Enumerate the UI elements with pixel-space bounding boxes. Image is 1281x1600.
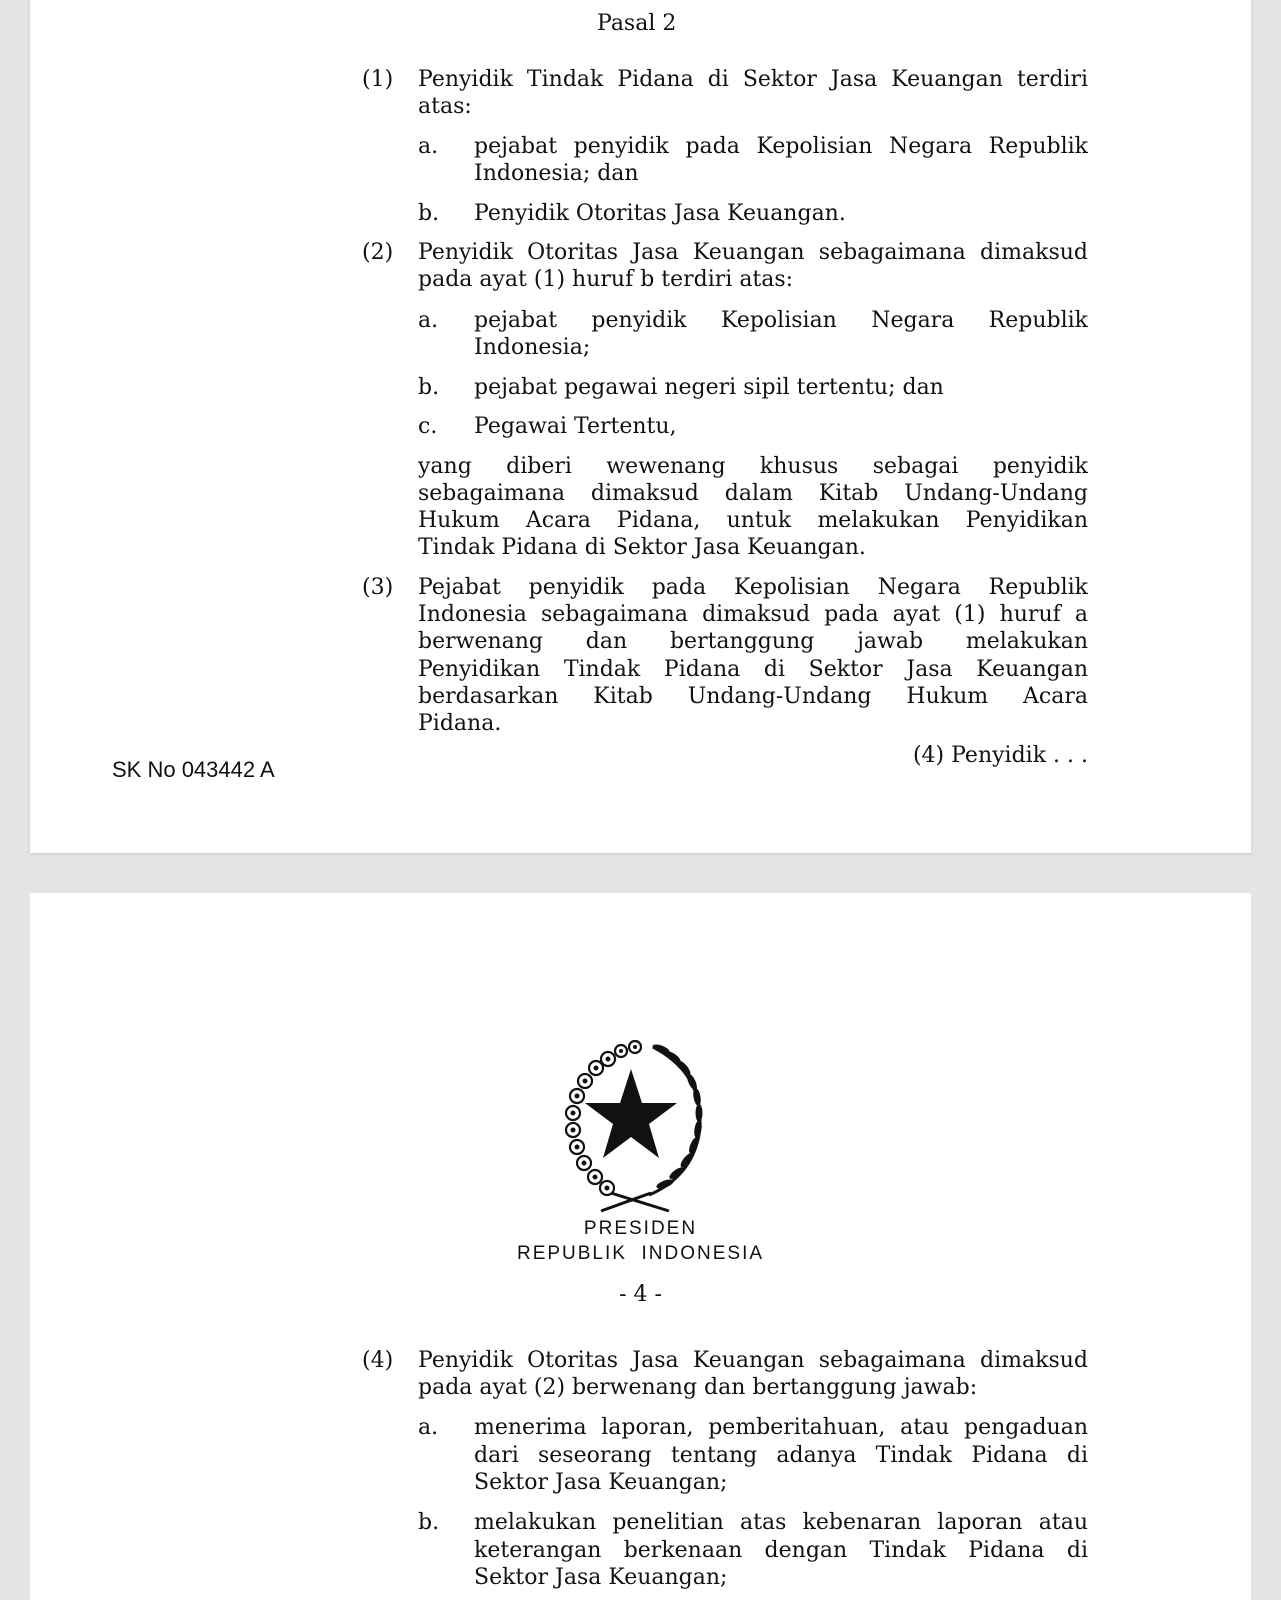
paragraph-number: (3) <box>362 575 394 600</box>
paragraph-text: Penyidik Otoritas Jasa Keuangan sebagaimana dimaksud <box>418 240 1088 265</box>
item-label: a. <box>418 134 439 159</box>
paragraph-text: atas: <box>418 94 472 119</box>
item-label: b. <box>418 375 440 400</box>
item-text: Indonesia; <box>474 335 591 360</box>
presidential-seal-icon <box>551 1035 715 1213</box>
paragraph-number: (2) <box>362 240 394 265</box>
item-text: pejabat pegawai negeri sipil tertentu; dan <box>474 375 944 400</box>
paragraph-text: Pejabat penyidik pada Kepolisian Negara Republik <box>418 575 1088 600</box>
paragraph-text: Tindak Pidana di Sektor Jasa Keuangan. <box>418 535 866 560</box>
document-page-2 <box>30 893 1251 1600</box>
item-text: Sektor Jasa Keuangan; <box>474 1470 728 1495</box>
item-text: dari seseorang tentang adanya Tindak Pidana di <box>474 1443 1088 1468</box>
paragraph-text: Penyidik Otoritas Jasa Keuangan sebagaimana dimaksud <box>418 1348 1088 1373</box>
paragraph-number: (1) <box>362 67 394 92</box>
item-label: b. <box>418 1510 440 1535</box>
paragraph-text: Hukum Acara Pidana, untuk melakukan Penyidikan <box>418 508 1088 533</box>
paragraph-text: yang diberi wewenang khusus sebagai penyidik <box>418 454 1088 479</box>
item-text: Pegawai Tertentu, <box>474 414 677 439</box>
continuation-marker: (4) Penyidik . . . <box>912 743 1088 768</box>
item-text: pejabat penyidik Kepolisian Negara Republik <box>474 308 1088 333</box>
item-text: melakukan penelitian atas kebenaran laporan atau <box>474 1510 1088 1535</box>
paragraph-number: (4) <box>362 1348 394 1373</box>
header-republic: REPUBLIK INDONESIA <box>516 1243 765 1264</box>
paragraph-text: Penyidik Tindak Pidana di Sektor Jasa Keuangan terdiri <box>418 67 1088 92</box>
paragraph-text: pada ayat (2) berwenang dan bertanggung jawab: <box>418 1375 978 1400</box>
paragraph-text: Indonesia sebagaimana dimaksud pada ayat (1) huruf a <box>418 602 1088 627</box>
item-label: a. <box>418 1415 439 1440</box>
paragraph-text: pada ayat (1) huruf b terdiri atas: <box>418 267 794 292</box>
document-page-1 <box>30 0 1251 853</box>
page-number: - 4 - <box>619 1282 662 1307</box>
article-heading: Pasal 2 <box>597 11 677 36</box>
item-text: keterangan berkenaan dengan Tindak Pidana di <box>474 1538 1088 1563</box>
paragraph-text: berdasarkan Kitab Undang-Undang Hukum Acara <box>418 684 1088 709</box>
item-label: c. <box>418 414 438 439</box>
item-text: Indonesia; dan <box>474 161 639 186</box>
item-text: pejabat penyidik pada Kepolisian Negara Republik <box>474 134 1088 159</box>
paragraph-text: berwenang dan bertanggung jawab melakukan <box>418 629 1088 654</box>
paragraph-text: sebagaimana dimaksud dalam Kitab Undang-Undang <box>418 481 1088 506</box>
item-label: b. <box>418 201 440 226</box>
item-text: Penyidik Otoritas Jasa Keuangan. <box>474 201 846 226</box>
sk-number: SK No 043442 A <box>112 757 275 782</box>
item-text: menerima laporan, pemberitahuan, atau pengaduan <box>474 1415 1088 1440</box>
item-text: Sektor Jasa Keuangan; <box>474 1565 728 1590</box>
item-label: a. <box>418 308 439 333</box>
paragraph-text: Penyidikan Tindak Pidana di Sektor Jasa Keuangan <box>418 657 1088 682</box>
paragraph-text: Pidana. <box>418 711 502 736</box>
header-president: PRESIDEN <box>583 1218 698 1239</box>
